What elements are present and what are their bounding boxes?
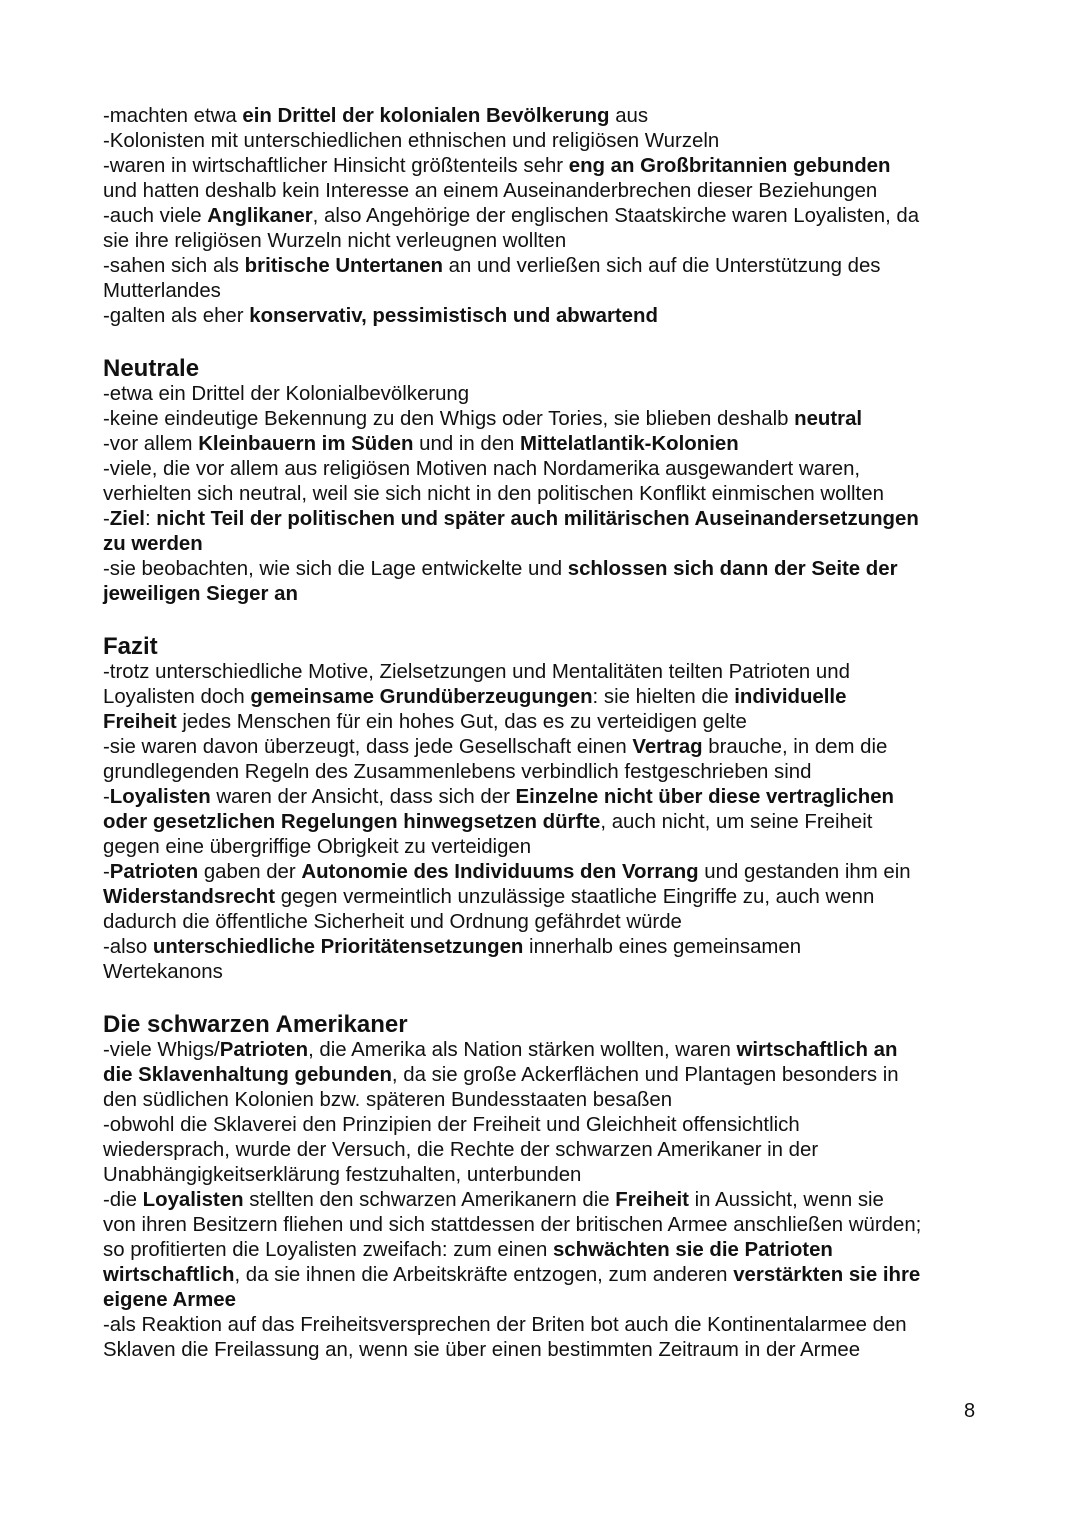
bold-text: wirtschaftlich bbox=[103, 1264, 235, 1286]
section bbox=[103, 633, 988, 985]
text-line bbox=[103, 279, 988, 304]
text-run: gaben der bbox=[198, 861, 302, 883]
text-line bbox=[103, 710, 988, 735]
text-line bbox=[103, 154, 988, 179]
text-run: gegen vermeintlich unzulässige staatliche Eingriffe zu, auch wenn bbox=[275, 886, 875, 908]
section bbox=[103, 1011, 988, 1363]
text-run: -sahen sich als bbox=[103, 255, 245, 277]
text-line bbox=[103, 507, 988, 532]
page-number: 8 bbox=[964, 1400, 976, 1422]
text-run: aus bbox=[609, 105, 649, 127]
text-run: - bbox=[103, 508, 110, 530]
text-run: und gestanden ihm ein bbox=[698, 861, 911, 883]
bold-text: Freiheit bbox=[103, 711, 177, 733]
bold-text: gemeinsame Grundüberzeugungen bbox=[250, 686, 593, 708]
text-run: jedes Menschen für ein hohes Gut, das es zu verteidigen gelte bbox=[176, 711, 747, 733]
text-run: von ihren Besitzern fliehen und sich stattdessen der britischen Armee anschließen würden; bbox=[103, 1214, 922, 1236]
text-run: so profitierten die Loyalisten zweifach: zum einen bbox=[103, 1239, 553, 1261]
bold-text: Kleinbauern im Süden bbox=[198, 433, 414, 455]
text-run: -obwohl die Sklaverei den Prinzipien der Freiheit und Gleichheit offensichtlich bbox=[103, 1114, 800, 1136]
bold-text: schwächten sie die Patrioten bbox=[552, 1239, 833, 1261]
text-run: , da sie große Ackerflächen und Plantagen besonders in bbox=[391, 1064, 899, 1086]
text-run: -sie beobachten, wie sich die Lage entwickelte und bbox=[103, 558, 568, 580]
text-run: innerhalb eines gemeinsamen bbox=[523, 936, 802, 958]
text-run: und hatten deshalb kein Interesse an einem Auseinanderbrechen dieser Beziehungen bbox=[103, 180, 878, 202]
bold-text: die Sklavenhaltung gebunden bbox=[103, 1064, 392, 1086]
text-run: , auch nicht, um seine Freiheit bbox=[600, 811, 873, 833]
bold-text: Mittelatlantik-Kolonien bbox=[520, 433, 739, 455]
text-run: : bbox=[144, 508, 157, 530]
text-run: -Kolonisten mit unterschiedlichen ethnischen und religiösen Wurzeln bbox=[103, 130, 720, 152]
bold-text: individuelle bbox=[734, 686, 847, 708]
text-run: und in den bbox=[413, 433, 521, 455]
text-line bbox=[103, 960, 988, 985]
text-line bbox=[103, 860, 988, 885]
text-run: - bbox=[103, 861, 110, 883]
text-line bbox=[103, 885, 988, 910]
text-line bbox=[103, 1113, 988, 1138]
text-run: -machten etwa bbox=[103, 105, 243, 127]
text-run: brauche, in dem die bbox=[702, 736, 888, 758]
section-heading: Fazit bbox=[103, 633, 158, 660]
text-line bbox=[103, 810, 988, 835]
text-line bbox=[103, 557, 988, 582]
bold-text: unterschiedliche Prioritätensetzungen bbox=[152, 936, 524, 958]
bold-text: neutral bbox=[794, 408, 863, 430]
text-run: Mutterlandes bbox=[103, 280, 221, 302]
text-line bbox=[103, 935, 988, 960]
text-line bbox=[103, 1313, 988, 1338]
text-line bbox=[103, 1038, 988, 1063]
bold-text: eigene Armee bbox=[103, 1289, 236, 1311]
bold-text: Loyalisten bbox=[109, 786, 211, 808]
bold-text: oder gesetzlichen Regelungen hinwegsetzen dürfte bbox=[103, 811, 601, 833]
bold-text: Loyalisten bbox=[142, 1189, 244, 1211]
text-line bbox=[103, 1288, 988, 1313]
text-run: -trotz unterschiedliche Motive, Zielsetzungen und Mentalitäten teilten Patrioten und bbox=[103, 661, 850, 683]
bold-text: Vertrag bbox=[632, 736, 703, 758]
text-run: sie ihre religiösen Wurzeln nicht verleugnen wollten bbox=[103, 230, 567, 252]
text-run: waren der Ansicht, dass sich der bbox=[210, 786, 516, 808]
text-run: -die bbox=[103, 1189, 143, 1211]
text-line bbox=[103, 785, 988, 810]
bold-text: Widerstandsrecht bbox=[103, 886, 276, 908]
bold-text: Patrioten bbox=[219, 1039, 309, 1061]
text-line bbox=[103, 685, 988, 710]
text-line bbox=[103, 760, 988, 785]
text-line bbox=[103, 660, 988, 685]
text-run: -keine eindeutige Bekennung zu den Whigs oder Tories, sie blieben deshalb bbox=[103, 408, 795, 430]
text-run: , die Amerika als Nation stärken wollten, waren bbox=[308, 1039, 737, 1061]
text-run: grundlegenden Regeln des Zusammenlebens verbindlich festgeschrieben sind bbox=[103, 761, 812, 783]
bold-text: konservativ, pessimistisch und abwartend bbox=[249, 305, 658, 327]
text-line bbox=[103, 835, 988, 860]
text-run: -also bbox=[103, 936, 153, 958]
text-line bbox=[103, 129, 988, 154]
text-run: -waren in wirtschaftlicher Hinsicht größtenteils sehr bbox=[103, 155, 569, 177]
text-line bbox=[103, 457, 988, 482]
section-heading: Neutrale bbox=[103, 355, 200, 382]
text-run: stellten den schwarzen Amerikanern die bbox=[243, 1189, 616, 1211]
text-run: Wertekanons bbox=[103, 961, 223, 983]
text-run: verhielten sich neutral, weil sie sich nicht in den politischen Konflikt einmischen wollten bbox=[103, 483, 884, 505]
text-line bbox=[103, 432, 988, 457]
text-run: , da sie ihnen die Arbeitskräfte entzogen, zum anderen bbox=[234, 1264, 734, 1286]
text-run: in Aussicht, wenn sie bbox=[688, 1189, 884, 1211]
text-line bbox=[103, 179, 988, 204]
document-page bbox=[103, 104, 988, 1363]
bold-text: Autonomie des Individuums den Vorrang bbox=[301, 861, 699, 883]
text-line bbox=[103, 229, 988, 254]
text-run: -vor allem bbox=[103, 433, 199, 455]
text-run: -als Reaktion auf das Freiheitsversprechen der Briten bot auch die Kontinentalarmee den bbox=[103, 1314, 907, 1336]
text-line bbox=[103, 1263, 988, 1288]
text-run: dadurch die öffentliche Sicherheit und Ordnung gefährdet würde bbox=[103, 911, 682, 933]
bold-text: schlossen sich dann der Seite der bbox=[567, 558, 898, 580]
text-run: -galten als eher bbox=[103, 305, 250, 327]
bold-text: Ziel bbox=[109, 508, 145, 530]
bold-text: zu werden bbox=[103, 533, 203, 555]
bold-text: nicht Teil der politischen und später auch militärischen Auseinandersetzungen bbox=[156, 508, 919, 530]
bold-text: jeweiligen Sieger an bbox=[103, 583, 298, 605]
text-run: , also Angehörige der englischen Staatskirche waren Loyalisten, da bbox=[312, 205, 920, 227]
text-run: -auch viele bbox=[103, 205, 208, 227]
text-line bbox=[103, 735, 988, 760]
section bbox=[103, 355, 988, 607]
text-run: Loyalisten doch bbox=[103, 686, 251, 708]
text-run: wiedersprach, wurde der Versuch, die Rechte der schwarzen Amerikaner in der bbox=[103, 1139, 819, 1161]
text-line bbox=[103, 1063, 988, 1088]
text-line bbox=[103, 304, 988, 329]
bold-text: Anglikaner bbox=[207, 205, 313, 227]
text-line bbox=[103, 254, 988, 279]
text-line bbox=[103, 910, 988, 935]
text-line bbox=[103, 1213, 988, 1238]
text-run: -viele Whigs/ bbox=[103, 1039, 220, 1061]
text-run: -etwa ein Drittel der Kolonialbevölkerung bbox=[103, 383, 470, 405]
bold-text: britische Untertanen bbox=[244, 255, 443, 277]
text-run: Unabhängigkeitserklärung festzuhalten, unterbunden bbox=[103, 1164, 582, 1186]
text-line bbox=[103, 104, 988, 129]
text-run: an und verließen sich auf die Unterstützung des bbox=[442, 255, 881, 277]
text-line bbox=[103, 482, 988, 507]
text-run: -sie waren davon überzeugt, dass jede Gesellschaft einen bbox=[103, 736, 633, 758]
bold-text: Einzelne nicht über diese vertraglichen bbox=[515, 786, 895, 808]
text-run: gegen eine übergriffige Obrigkeit zu verteidigen bbox=[103, 836, 532, 858]
bold-text: Patrioten bbox=[109, 861, 199, 883]
text-line bbox=[103, 1163, 988, 1188]
text-line bbox=[103, 382, 988, 407]
text-line bbox=[103, 407, 988, 432]
text-run: Sklaven die Freilassung an, wenn sie über einen bestimmten Zeitraum in der Armee bbox=[103, 1339, 861, 1361]
bold-text: ein Drittel der kolonialen Bevölkerung bbox=[242, 105, 610, 127]
text-line bbox=[103, 204, 988, 229]
section-heading: Die schwarzen Amerikaner bbox=[103, 1011, 408, 1038]
bold-text: verstärkten sie ihre bbox=[733, 1264, 921, 1286]
bold-text: eng an Großbritannien gebunden bbox=[568, 155, 891, 177]
text-line bbox=[103, 1088, 988, 1113]
text-run: : sie hielten die bbox=[592, 686, 735, 708]
section bbox=[103, 104, 988, 329]
text-line bbox=[103, 1138, 988, 1163]
text-run: - bbox=[103, 786, 110, 808]
bold-text: wirtschaftlich an bbox=[736, 1039, 898, 1061]
text-line bbox=[103, 1188, 988, 1213]
bold-text: Freiheit bbox=[615, 1189, 689, 1211]
text-line bbox=[103, 1238, 988, 1263]
text-run: -viele, die vor allem aus religiösen Motiven nach Nordamerika ausgewandert waren, bbox=[103, 458, 861, 480]
text-run: den südlichen Kolonien bzw. späteren Bundesstaaten besaßen bbox=[103, 1089, 673, 1111]
text-line bbox=[103, 532, 988, 557]
text-line bbox=[103, 1338, 988, 1363]
text-line bbox=[103, 582, 988, 607]
